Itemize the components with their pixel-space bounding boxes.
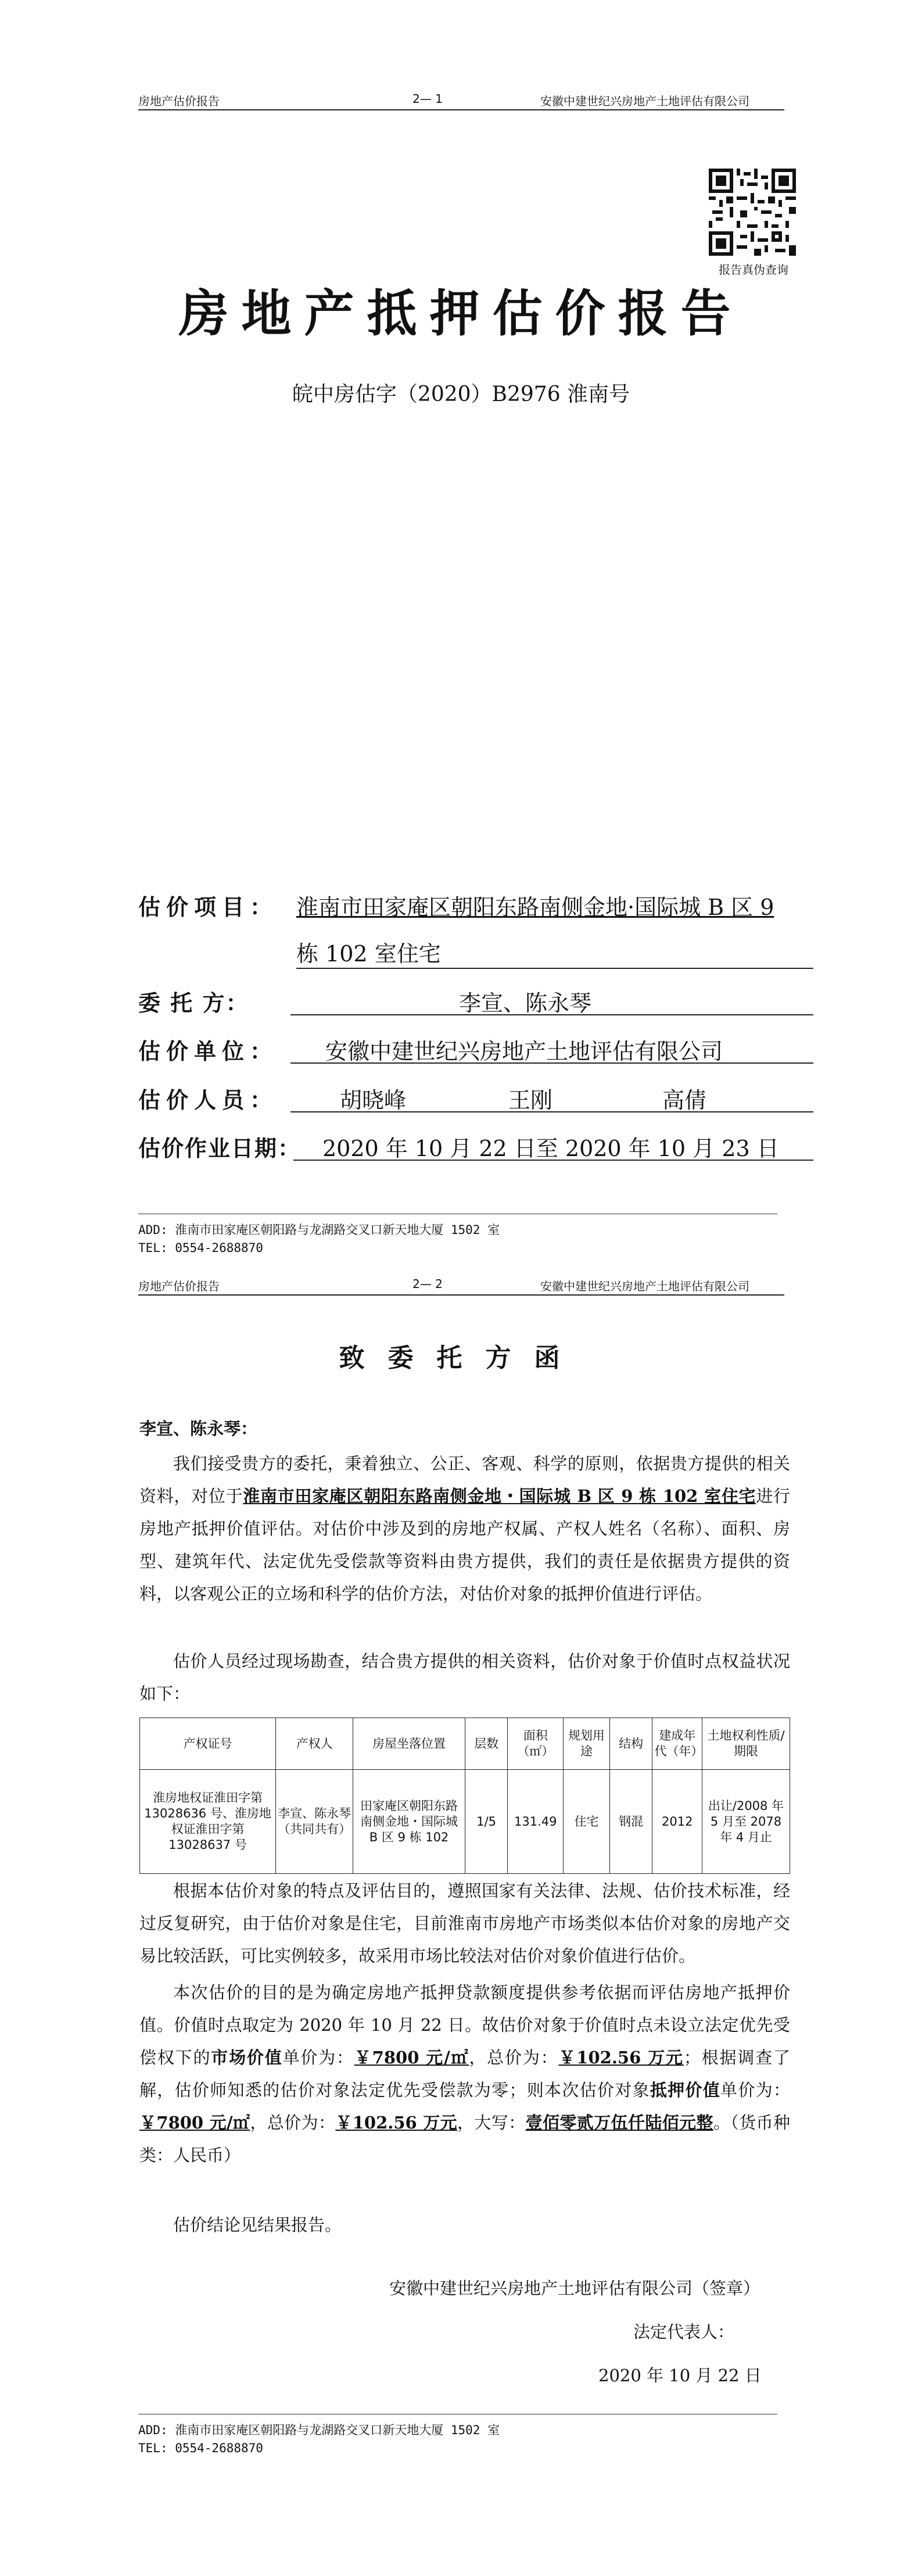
table-row	[140, 1770, 790, 1874]
td-land-rights: 出让/2008 年 5 月至 2078 年 4 月止	[702, 1770, 790, 1874]
th-usage: 规划用途	[564, 1718, 610, 1770]
th-cert-no: 产权证号	[140, 1718, 276, 1770]
p1-property-address: 淮南市田家庵区朝阳东路南侧金地・国际城 B 区 9 栋 102 室住宅	[243, 1486, 756, 1506]
header-page-number: 2— 2	[412, 1277, 443, 1291]
th-year: 建成年代（年）	[652, 1718, 702, 1770]
p4-text-k: ，总价为：	[250, 2113, 336, 2133]
org-value: 安徽中建世纪兴房地产土地评估有限公司	[325, 1039, 723, 1064]
report-title: 房地产抵押估价报告	[178, 284, 744, 343]
header-page-number: 2— 1	[412, 92, 443, 106]
project-value-line2: 栋 102 室住宅	[296, 941, 441, 967]
header-rule	[138, 1294, 784, 1296]
p4-mortgage-value-label: 抵押价值	[650, 2080, 721, 2100]
qr-code-icon[interactable]	[709, 169, 796, 256]
org-label: 估价单位：	[138, 1038, 278, 1064]
td-owner: 李宣、陈永琴（共同共有）	[276, 1770, 353, 1874]
p1-text-c: 进行房地产抵押价值评估。对估价中涉及到的房地产权属、产权人姓名（名称）、面积、房型、建筑年代、法定优先受偿款等资料由贵方提供，我们的责任是依据贵方提供的资料，以客观公正的立场和科学的估价方法，对估价对象的抵押价值进行评估。	[139, 1486, 790, 1604]
qr-label: 报告真伪查询	[719, 263, 788, 277]
th-floors: 层数	[465, 1718, 508, 1770]
client-underline	[290, 1014, 813, 1015]
td-usage: 住宅	[564, 1770, 610, 1874]
th-owner: 产权人	[276, 1718, 353, 1770]
signature-date: 2020 年 10 月 22 日	[598, 2366, 762, 2385]
footer-address: ADD: 淮南市田家庵区朝阳路与龙湖路交叉口新天地大厦 1502 室	[138, 2423, 500, 2437]
header-right: 安徽中建世纪兴房地产土地评估有限公司	[540, 94, 749, 108]
td-location: 田家庵区朝阳东路南侧金地・国际城 B 区 9 栋 102	[353, 1770, 465, 1874]
staff-name-2: 王刚	[508, 1087, 553, 1113]
p4-text-a: 本次估价的目的是为确定房地产抵押贷款额度提供参考依据而评估房地产抵押价值。价值时点取定为 2020 年 10 月 22 日。故估价对象于价值时点未设立法定优先受偿权下的	[139, 1983, 790, 2067]
client-label: 委 托 方：	[138, 990, 249, 1016]
project-label: 估价项目：	[138, 894, 278, 920]
p4-text-c: 单价为：	[282, 2048, 354, 2067]
client-value: 李宣、陈永琴	[459, 990, 592, 1016]
p4-market-value-label: 市场价值	[211, 2048, 283, 2067]
p4-text-e: ，总价为：	[469, 2048, 559, 2067]
header-left: 房地产估价报告	[138, 94, 220, 108]
staff-underline	[290, 1111, 813, 1112]
paragraph-4	[139, 1976, 790, 2171]
td-floors: 1/5	[465, 1770, 508, 1874]
p4-market-total-price: ￥102.56 万元	[558, 2048, 684, 2067]
document-number: 皖中房估字（2020）B2976 淮南号	[292, 382, 630, 406]
footer-tel: TEL: 0554-2688870	[138, 2441, 263, 2455]
staff-name-1: 胡晓峰	[340, 1087, 407, 1113]
table-header-row	[140, 1718, 790, 1770]
th-land-rights: 土地权利性质/期限	[702, 1718, 790, 1770]
signature-company: 安徽中建世纪兴房地产土地评估有限公司（签章）	[389, 2278, 760, 2298]
p4-market-unit-price: ￥7800 元/㎡	[354, 2048, 469, 2067]
paragraph-5: 估价结论见结果报告。	[173, 2215, 342, 2235]
header-left: 房地产估价报告	[138, 1279, 220, 1293]
td-area: 131.49	[508, 1770, 564, 1874]
project-value-line1: 淮南市田家庵区朝阳东路南侧金地·国际城 B 区 9	[296, 895, 774, 920]
footer-address: ADD: 淮南市田家庵区朝阳路与龙湖路交叉口新天地大厦 1502 室	[138, 1223, 500, 1237]
header-rule	[138, 109, 784, 110]
p4-text-g: ；根据调查了解，估价师知悉的估价对象法定优先受偿款为零；则本次估价对象	[139, 2048, 790, 2100]
paragraph-3: 根据本估价对象的特点及评估目的，遵照国家有关法律、法规、估价技术标准，经过反复研究，由于估价对象是住宅，目前淮南市房地产市场类似本估价对象的房地产交易比较活跃，可比实例较多，故采用市场比较法对估价对象价值进行估价。	[139, 1881, 790, 1966]
paragraph-1	[139, 1447, 790, 1610]
p4-text-m: ，大写：	[457, 2113, 526, 2133]
staff-name-3: 高倩	[662, 1087, 707, 1113]
p4-text-o: 。（货币种类：人民币）	[139, 2113, 790, 2165]
p4-mortgage-unit-price: ￥7800 元/㎡	[139, 2113, 250, 2133]
th-area: 面积（㎡）	[508, 1718, 564, 1770]
th-location: 房屋坐落位置	[353, 1718, 465, 1770]
p4-amount-in-words: 壹佰零贰万伍仟陆佰元整	[525, 2113, 713, 2133]
date-label: 估价作业日期：	[138, 1135, 302, 1161]
p4-text-i: 单价为：	[720, 2080, 790, 2100]
date-value: 2020 年 10 月 22 日至 2020 年 10 月 23 日	[322, 1136, 779, 1161]
td-year: 2012	[652, 1770, 702, 1874]
staff-label: 估价人员：	[138, 1087, 278, 1113]
letter-title: 致委托方函	[339, 1343, 583, 1373]
td-structure: 钢混	[609, 1770, 652, 1874]
p4-mortgage-total-price: ￥102.56 万元	[335, 2113, 457, 2133]
salutation: 李宣、陈永琴：	[139, 1419, 258, 1439]
p1-text-a: 我们接受贵方的委托，秉着独立、公正、客观、科学的原则，依据贵方提供的相关资料，对位于	[139, 1454, 790, 1506]
date-underline	[293, 1160, 813, 1161]
footer-tel: TEL: 0554-2688870	[138, 1241, 263, 1255]
header-right: 安徽中建世纪兴房地产土地评估有限公司	[540, 1279, 749, 1293]
signature-legal-rep: 法定代表人：	[633, 2322, 735, 2342]
project-underline	[296, 968, 813, 969]
th-structure: 结构	[609, 1718, 652, 1770]
paragraph-2: 估价人员经过现场勘查，结合贵方提供的相关资料，估价对象于价值时点权益状况如下：	[139, 1651, 790, 1704]
property-table	[139, 1718, 790, 1874]
org-underline	[290, 1062, 813, 1064]
td-cert-no: 淮房地权证淮田字第 13028636 号、淮房地权证淮田字第 13028637 号	[140, 1770, 276, 1874]
